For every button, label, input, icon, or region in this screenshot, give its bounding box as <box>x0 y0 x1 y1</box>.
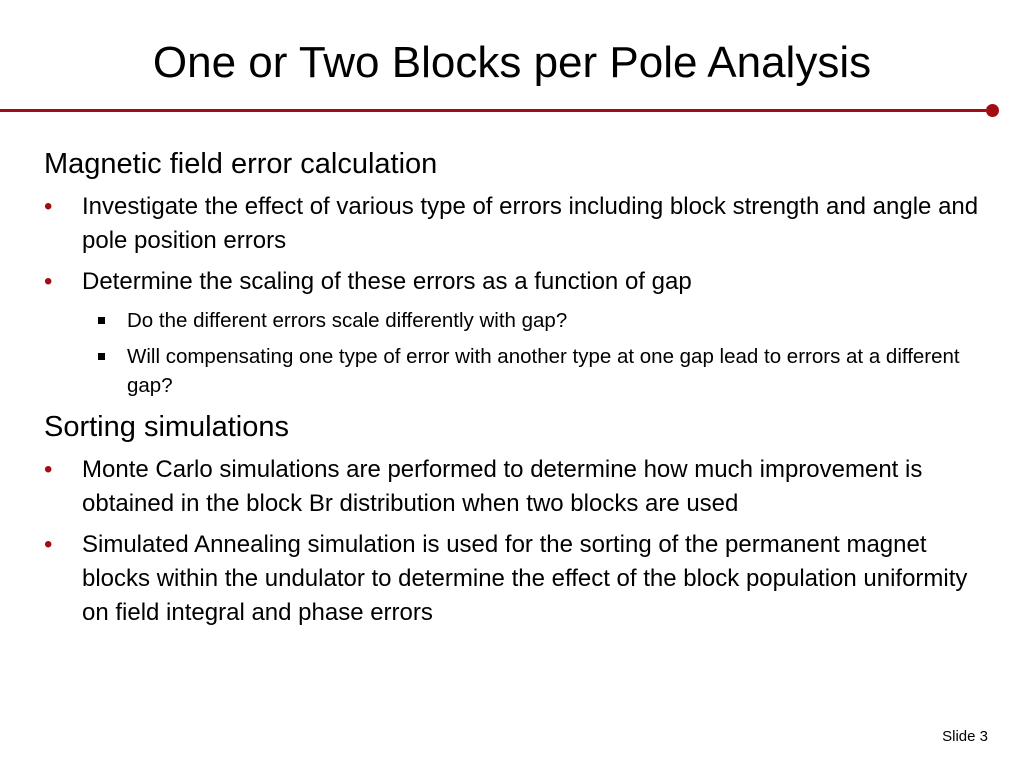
sub-bullet-text: Will compensating one type of error with another type at one gap lead to errors at a different gap? <box>127 345 960 397</box>
sub-bullet-item <box>44 306 994 335</box>
bullet-item <box>44 453 994 521</box>
bullet-marker: • <box>44 268 53 295</box>
sub-bullet-text: Do the different errors scale differently with gap? <box>127 309 568 332</box>
square-bullet-icon <box>98 353 105 360</box>
section-heading-sorting: Sorting simulations <box>44 411 289 443</box>
bullet-text: Investigate the effect of various type of errors including block strength and angle and pole position errors <box>82 193 979 254</box>
bullet-marker: • <box>44 456 53 483</box>
title-divider-line <box>0 109 986 112</box>
square-bullet-icon <box>98 317 105 324</box>
bullet-item <box>44 528 994 630</box>
bullet-marker: • <box>44 193 53 220</box>
bullet-item <box>44 265 994 299</box>
bullet-text: Simulated Annealing simulation is used for the sorting of the permanent magnet blocks within the undulator to determine the effect of the block population uniformity on field integral and phase errors <box>82 531 968 626</box>
slide-number: Slide 3 <box>942 728 988 745</box>
sub-bullet-item <box>44 342 994 400</box>
slide-body <box>44 146 994 637</box>
bullet-marker: • <box>44 531 53 558</box>
bullet-text: Monte Carlo simulations are performed to determine how much improvement is obtained in the block Br distribution when two blocks are used <box>82 456 923 517</box>
divider-end-dot <box>986 104 999 117</box>
section-heading-magnetic-field: Magnetic field error calculation <box>44 148 438 180</box>
bullet-text: Determine the scaling of these errors as a function of gap <box>82 268 692 295</box>
bullet-item <box>44 190 994 258</box>
slide-title: One or Two Blocks per Pole Analysis <box>152 38 872 87</box>
